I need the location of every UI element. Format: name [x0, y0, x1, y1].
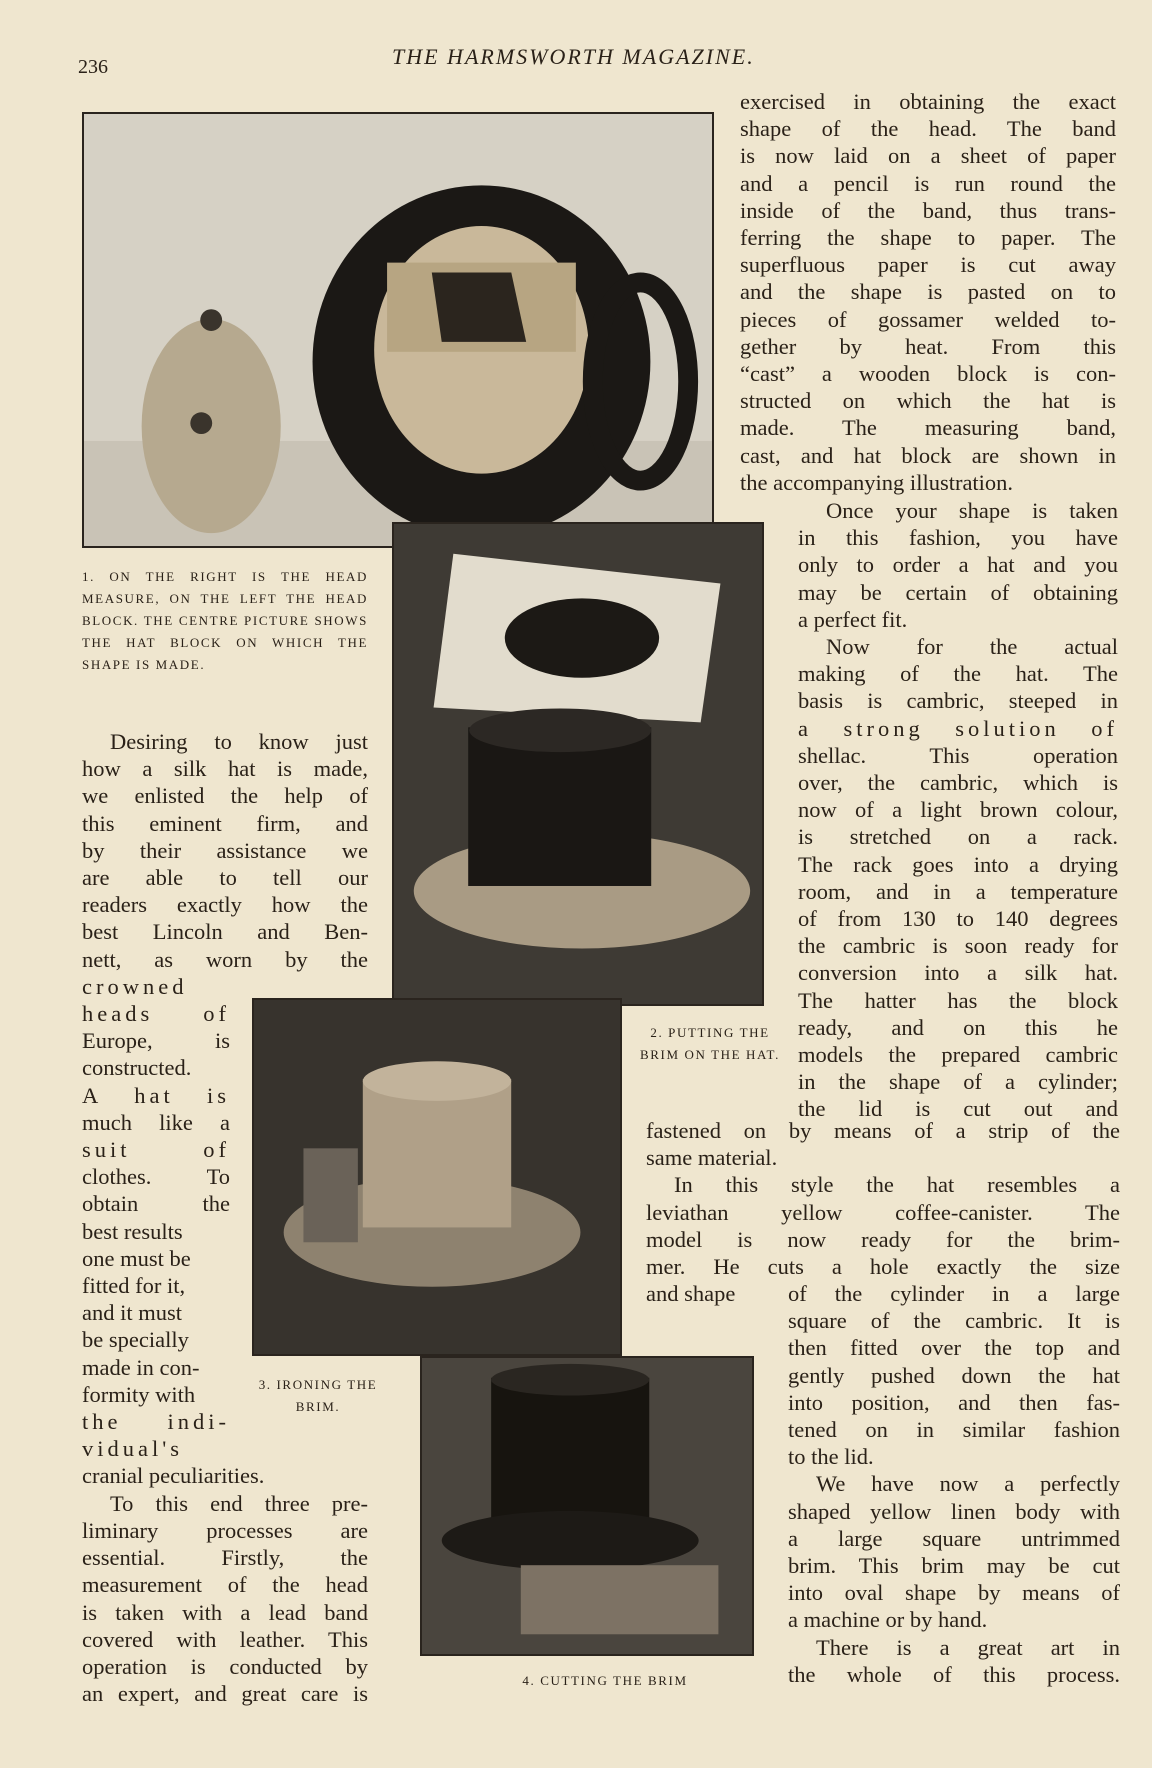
text-line: a perfect fit.: [798, 606, 908, 632]
text-line: best Lincoln and Ben-: [82, 919, 368, 945]
text-line: same material.: [646, 1145, 778, 1171]
text-line: clothes. To: [82, 1164, 230, 1190]
text-line: structed on which the hat is: [740, 388, 1116, 414]
text-line: “cast” a wooden block is con-: [740, 361, 1116, 387]
text-line: in this fashion, you have: [798, 525, 1118, 551]
right-column-bottom-text: [788, 1280, 1120, 1688]
text-line: shape of the head. The band: [740, 116, 1116, 142]
text-line: made. The measuring band,: [740, 415, 1116, 441]
text-line: Desiring to know just: [110, 729, 368, 754]
text-line: the indi-: [82, 1409, 230, 1435]
text-line: only to order a hat and you: [798, 552, 1118, 578]
text-line: a strong solution of: [798, 715, 1118, 741]
text-line: is now laid on a sheet of paper: [740, 143, 1116, 169]
text-line: and a pencil is run round the: [740, 170, 1116, 196]
text-line: Now for the actual: [826, 634, 1118, 660]
text-line: tened on in similar fashion: [788, 1417, 1120, 1443]
text-line: Europe, is: [82, 1028, 230, 1054]
photo-hat-block-and-measure: [82, 112, 714, 548]
text-line: of the cylinder in a large: [788, 1281, 1120, 1306]
photo-putting-brim: [392, 522, 764, 1006]
text-line: to the lid.: [788, 1444, 874, 1470]
text-line: how a silk hat is made,: [82, 756, 368, 782]
right-column-top-text: [740, 88, 1116, 496]
text-line: fastened on by means of a strip of the: [646, 1118, 1120, 1143]
text-line: are able to tell our: [82, 865, 368, 891]
text-line: superfluous paper is cut away: [740, 252, 1116, 278]
figure-1-caption: 1. ON THE RIGHT IS THE HEAD MEASURE, ON THE LEFT THE HEAD BLOCK. THE CENTRE PICTURE SHOWS THE HAT BLOCK ON WHICH THE SHAPE IS MADE.: [82, 569, 368, 672]
photo-cutting-brim: [420, 1356, 754, 1656]
text-line: square of the cambric. It is: [788, 1308, 1120, 1334]
text-line: and shape: [646, 1281, 736, 1307]
left-column-text: [82, 728, 368, 1707]
text-line: gently pushed down the hat: [788, 1362, 1120, 1388]
text-line: brim. This brim may be cut: [788, 1553, 1120, 1579]
text-line: leviathan yellow coffee-canister. The: [646, 1199, 1120, 1225]
text-line: covered with leather. This: [82, 1626, 368, 1652]
text-line: There is a great art in: [816, 1634, 1120, 1660]
text-line: into position, and then fas-: [788, 1389, 1120, 1415]
text-line: exercised in obtaining the exact: [740, 89, 1116, 114]
text-line: heads of: [82, 1001, 230, 1027]
text-line: a large square untrimmed: [788, 1525, 1120, 1551]
text-line: model is now ready for the brim-: [646, 1226, 1120, 1252]
text-line: suit of: [82, 1137, 230, 1163]
text-line: operation is conducted by: [82, 1653, 368, 1679]
text-line: by their assistance we: [82, 837, 368, 863]
text-line: inside of the band, thus trans-: [740, 197, 1116, 223]
text-line: is taken with a lead band: [82, 1599, 368, 1625]
text-line: this eminent firm, and: [82, 810, 368, 836]
text-line: fitted for it,: [82, 1273, 186, 1299]
text-line: the whole of this process.: [788, 1661, 1120, 1687]
text-line: measurement of the head: [82, 1572, 368, 1598]
text-line: now of a light brown colour,: [798, 797, 1118, 823]
text-line: nett, as worn by the: [82, 946, 368, 972]
text-line: shellac. This operation: [798, 742, 1118, 768]
text-line: best results: [82, 1218, 183, 1244]
figure-2-caption: 2. PUTTING THE BRIM ON THE HAT.: [640, 1025, 780, 1062]
text-line: The rack goes into a drying: [798, 851, 1118, 877]
text-line: vidual's: [82, 1436, 184, 1462]
text-line: A hat is: [82, 1082, 230, 1108]
text-line: formity with: [82, 1381, 196, 1407]
text-line: mer. He cuts a hole exactly the size: [646, 1254, 1120, 1280]
running-title: THE HARMSWORTH MAGAZINE.: [392, 44, 755, 69]
text-line: room, and in a temperature: [798, 878, 1118, 904]
figure-3-caption: 3. IRONING THE BRIM.: [258, 1377, 378, 1414]
text-line: The hatter has the block: [798, 987, 1118, 1013]
text-line: made in con-: [82, 1354, 200, 1380]
text-line: cranial peculiarities.: [82, 1463, 265, 1489]
text-line: pieces of gossamer welded to-: [740, 306, 1116, 332]
text-line: then fitted over the top and: [788, 1335, 1120, 1361]
text-line: is stretched on a rack.: [798, 824, 1118, 850]
text-line: we enlisted the help of: [82, 783, 368, 809]
text-line: over, the cambric, which is: [798, 770, 1118, 796]
text-line: ready, and on this he: [798, 1014, 1118, 1040]
text-line: readers exactly how the: [82, 892, 368, 918]
text-line: essential. Firstly, the: [82, 1545, 368, 1571]
text-line: may be certain of obtaining: [798, 579, 1118, 605]
text-line: the cambric is soon ready for: [798, 933, 1118, 959]
text-line: in the shape of a cylinder;: [798, 1069, 1118, 1095]
text-line: constructed.: [82, 1055, 192, 1081]
text-line: making of the hat. The: [798, 661, 1118, 687]
text-line: gether by heat. From this: [740, 333, 1116, 359]
text-line: ferring the shape to paper. The: [740, 225, 1116, 251]
right-column-wide-text: [646, 1117, 1120, 1307]
text-line: of from 130 to 140 degrees: [798, 906, 1118, 932]
text-line: the lid is cut out and: [798, 1096, 1118, 1122]
text-line: the accompanying illustration.: [740, 469, 1014, 495]
text-line: be specially: [82, 1327, 189, 1353]
text-line: obtain the: [82, 1191, 230, 1217]
text-line: basis is cambric, steeped in: [798, 688, 1118, 714]
text-line: into oval shape by means of: [788, 1580, 1120, 1606]
text-line: Once your shape is taken: [826, 498, 1118, 523]
text-line: one must be: [82, 1245, 191, 1271]
text-line: a machine or by hand.: [788, 1607, 988, 1633]
text-line: liminary processes are: [82, 1517, 368, 1543]
text-line: In this style the hat resembles a: [674, 1172, 1120, 1198]
text-line: To this end three pre-: [110, 1490, 368, 1516]
text-line: shaped yellow linen body with: [788, 1498, 1120, 1524]
text-line: conversion into a silk hat.: [798, 960, 1118, 986]
figure-4-caption: 4. CUTTING THE BRIM: [522, 1673, 688, 1688]
text-line: models the prepared cambric: [798, 1042, 1118, 1068]
text-line: much like a: [82, 1109, 230, 1135]
text-line: We have now a perfectly: [816, 1471, 1120, 1497]
right-column-mid-text: [798, 497, 1118, 1123]
text-line: and the shape is pasted on to: [740, 279, 1116, 305]
page-number: 236: [78, 56, 108, 78]
text-line: crowned: [82, 973, 188, 999]
text-line: and it must: [82, 1300, 182, 1326]
text-line: cast, and hat block are shown in: [740, 442, 1116, 468]
text-line: an expert, and great care is: [82, 1681, 368, 1707]
